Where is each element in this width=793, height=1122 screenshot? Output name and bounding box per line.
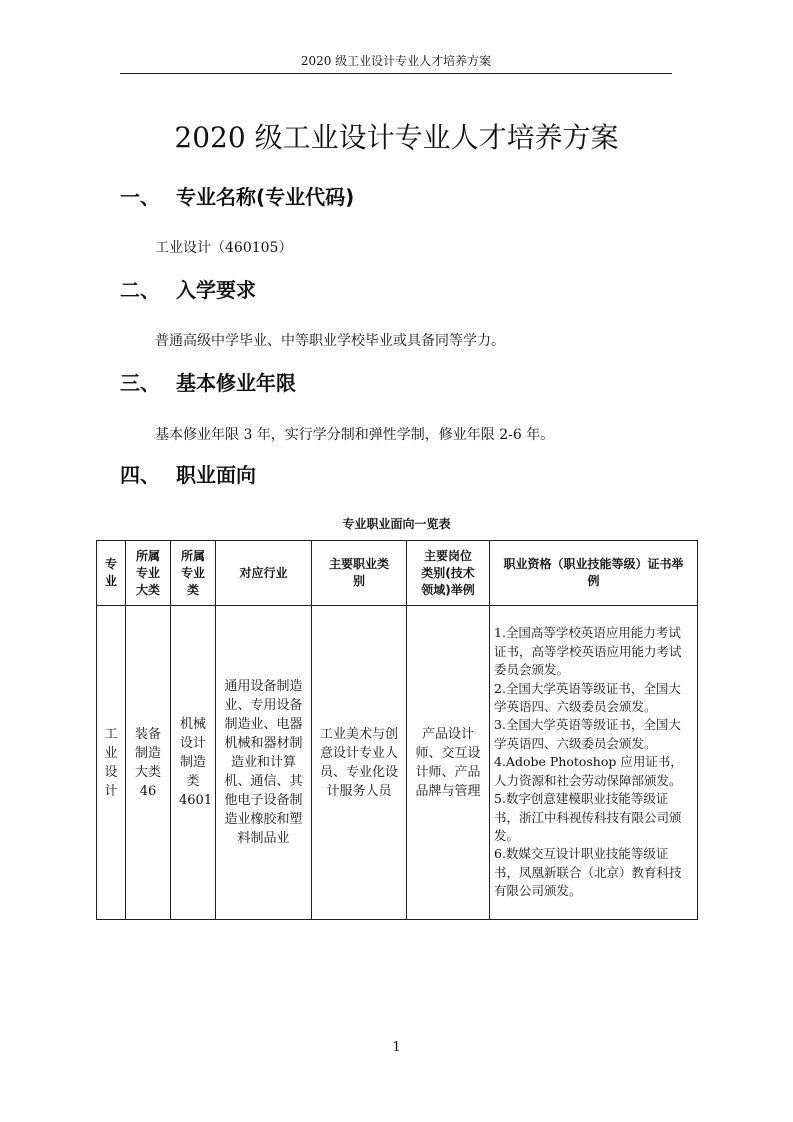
table-caption: 专业职业面向一览表: [342, 517, 451, 531]
header-major: 专业: [97, 541, 126, 606]
cell-certificates: [490, 606, 698, 920]
cell-occupation: 工业美术与创意设计专业人员、专业化设计服务人员: [312, 606, 407, 920]
section-text-2: 普通高级中学毕业、中等职业学校毕业或具备同等学力。: [155, 333, 505, 349]
header-subcategory: 所属专业类: [171, 541, 216, 606]
section-title: 基本修业年限: [176, 371, 296, 395]
cell-industry: 通用设备制造业、专用设备制造业、电器机械和器材制造业和计算机、通信、其他电子设备制造业橡胶和塑料制品业: [216, 606, 312, 920]
certificate-item: 1.全国高等学校英语应用能力考试证书，高等学校英语应用能力考试委员会颁发。: [494, 625, 682, 678]
career-orientation-table: [96, 540, 698, 920]
section-text-1: 工业设计（460105）: [155, 240, 293, 256]
section-heading-3: [120, 369, 296, 397]
running-header: 2020 级工业设计专业人才培养方案: [300, 54, 492, 68]
table-row: [97, 606, 698, 920]
certificate-item: 5.数字创意建模职业技能等级证书，浙江中科视传科技有限公司颁发。: [494, 791, 682, 843]
section-number: 三、: [120, 371, 160, 395]
section-number: 二、: [120, 278, 160, 302]
section-number: 四、: [120, 463, 160, 487]
section-title: 入学要求: [176, 278, 256, 302]
document-title: 2020 级工业设计专业人才培养方案: [174, 121, 619, 154]
page-number: 1: [392, 1040, 401, 1055]
section-heading-2: [120, 276, 256, 304]
certificate-item: 3.全国大学英语等级证书，全国大学英语四、六级委员会颁发。: [494, 717, 681, 751]
header-rule: [120, 73, 672, 74]
section-heading-1: [120, 183, 354, 211]
header-occupation: 主要职业类别: [312, 541, 407, 606]
cell-positions: 产品设计师、交互设计师、产品品牌与管理: [407, 606, 490, 920]
header-positions: 主要岗位类别(技术领域)举例: [407, 541, 490, 606]
certificate-item: 6.数媒交互设计职业技能等级证书，凤凰新联合（北京）教育科技有限公司颁发。: [494, 846, 682, 899]
table-header-row: [97, 541, 698, 606]
section-title: 职业面向: [176, 463, 256, 487]
header-certificates: 职业资格（职业技能等级）证书举例: [490, 541, 698, 606]
section-number: 一、: [120, 185, 160, 209]
header-category: 所属专业大类: [126, 541, 171, 606]
cell-major: 工业设计: [97, 606, 126, 920]
certificate-item: 4.Adobe Photoshop 应用证书，人力资源和社会劳动保障部颁发。: [494, 754, 683, 788]
cell-category: 装备制造大类46: [126, 606, 171, 920]
section-heading-4: [120, 461, 256, 489]
section-title: 专业名称(专业代码): [176, 185, 355, 209]
header-industry: 对应行业: [216, 541, 312, 606]
cell-subcategory: 机械设计制造类4601: [171, 606, 216, 920]
certificate-item: 2.全国大学英语等级证书，全国大学英语四、六级委员会颁发。: [494, 680, 681, 715]
section-text-3: 基本修业年限 3 年，实行学分制和弹性学制，修业年限 2-6 年。: [155, 427, 555, 443]
